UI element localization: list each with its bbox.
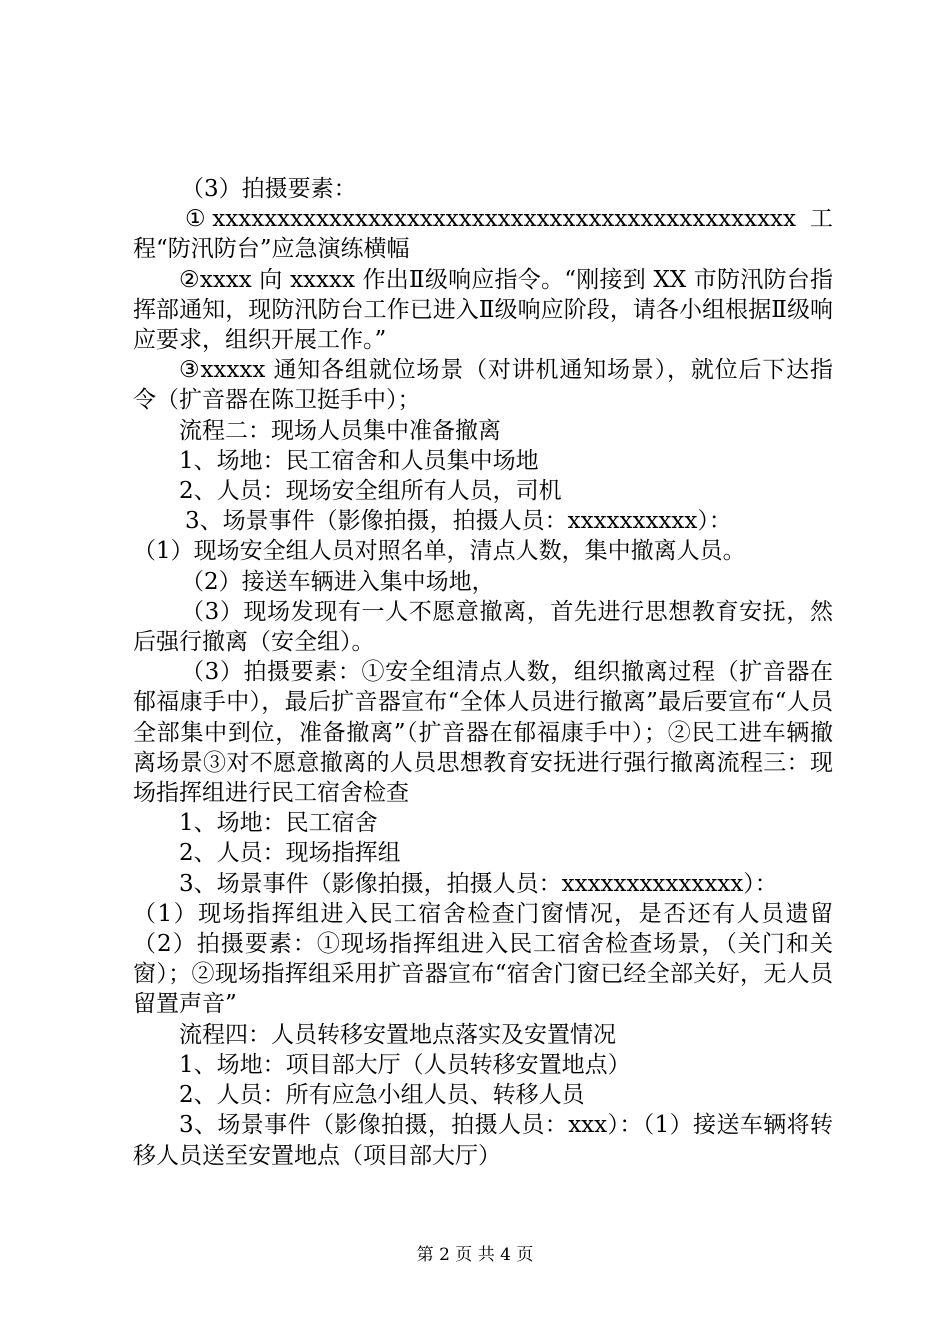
paragraph: （3）拍摄要素：	[181, 176, 357, 202]
paragraph: ①xxxxxxxxxxxxxxxxxxxxxxxxxxxxxxxxxxxxxxxxxxxxx 工程“防汛防台”应急演练横幅	[133, 206, 833, 263]
paragraph: ③xxxxx 通知各组就位场景（对讲机通知场景），就位后下达指令（扩音器在陈卫挺手中）；	[133, 357, 833, 414]
paragraph: ②xxxx 向 xxxxx 作出Ⅱ级响应指令。“刚接到 XX 市防汛防台指挥部通知，现防汛防台工作已进入Ⅱ级响应阶段，请各小组根据Ⅱ级响应要求，组织开展工作。”	[133, 266, 833, 354]
paragraph: （3）现场发现有一人不愿意撤离，首先进行思想教育安抚，然后强行撤离（安全组）。	[133, 598, 833, 656]
paragraph: 流程二：现场人员集中准备撤离	[179, 417, 501, 444]
paragraph: 2、人员：所有应急小组人员、转移人员	[179, 1082, 585, 1109]
document-body	[133, 174, 833, 1171]
paragraph: （3）拍摄要素：①安全组清点人数，组织撤离过程（扩音器在郁福康手中），最后扩音器宣布“全体人员进行撤离”最后要宣布“人员全部集中到位，准备撤离”（扩音器在郁福康手中）；②民工进车辆撤离场景③对不愿意撤离的人员思想教育安抚进行强行撤离流程三：现场指挥组进行民工宿舍检查	[133, 659, 833, 807]
paragraph: （2）接送车辆进入集中场地，	[181, 568, 495, 595]
paragraph: 1、场地：项目部大厅（人员转移安置地点）	[179, 1051, 631, 1078]
paragraph: 3、场景事件（影像拍摄，拍摄人员：xxxxxxxxxx）：	[185, 508, 732, 535]
paragraph: 1、场地：民工宿舍	[179, 810, 378, 837]
paragraph: 流程四：人员转移安置地点落实及安置情况	[179, 1021, 616, 1048]
paragraph: （1）现场指挥组进入民工宿舍检查门窗情况，是否还有人员遗留（2）拍摄要素：①现场指挥组进入民工宿舍检查场景，（关门和关窗）；②现场指挥组采用扩音器宣布“宿舍门窗已经全部关好，无人员留置声音”	[133, 900, 833, 1018]
page-footer: 第 2 页 共 4 页	[416, 1245, 534, 1265]
paragraph: 2、人员：现场指挥组	[179, 840, 401, 867]
paragraph: 2、人员：现场安全组所有人员，司机	[179, 478, 562, 505]
paragraph: 1、场地：民工宿舍和人员集中场地	[179, 447, 539, 474]
paragraph: 3、场景事件（影像拍摄，拍摄人员：xxx）：（1）接送车辆将转移人员送至安置地点（项目部大厅）	[133, 1112, 833, 1169]
paragraph: 3、场景事件（影像拍摄，拍摄人员：xxxxxxxxxxxxxx）：	[179, 870, 778, 897]
paragraph: （1）现场安全组人员对照名单，清点人数，集中撤离人员。	[133, 538, 746, 565]
